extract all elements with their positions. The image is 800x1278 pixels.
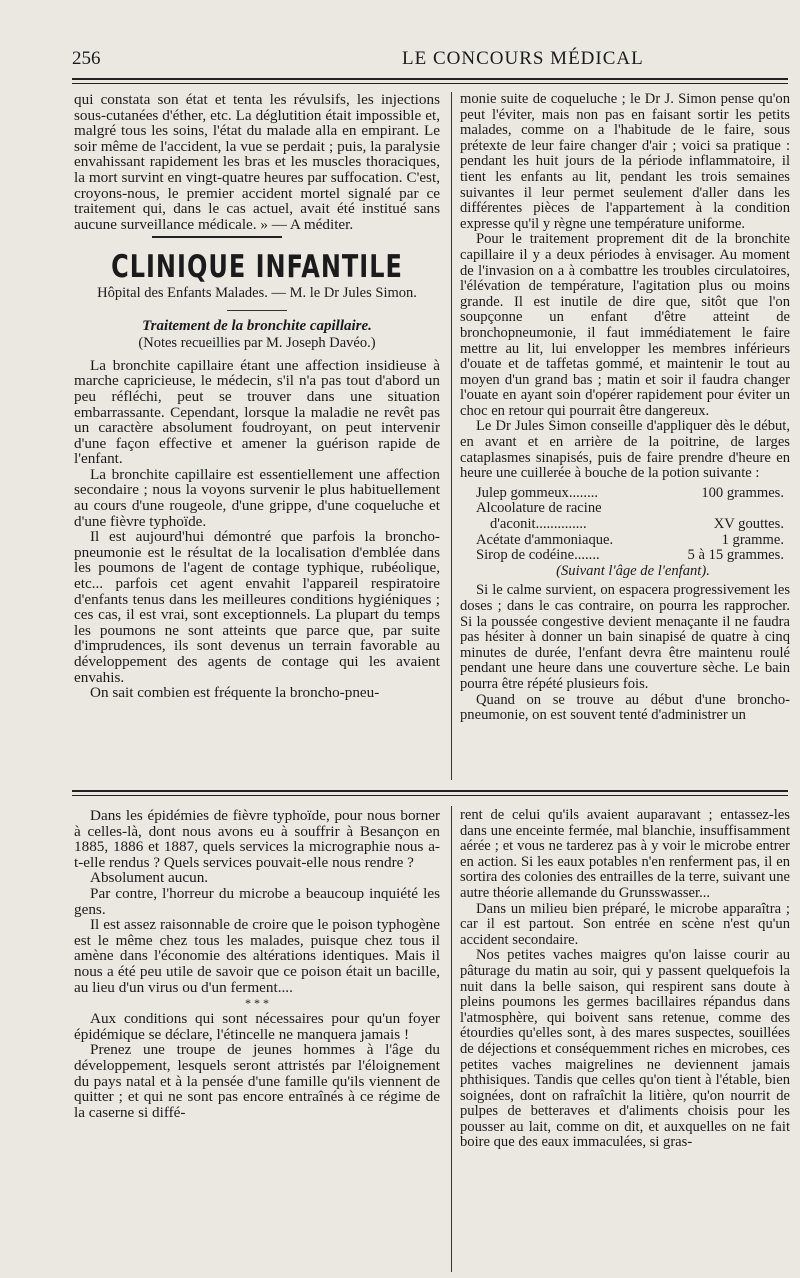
- article-separator: [72, 790, 788, 792]
- paragraph: Le Dr Jules Simon conseille d'appliquer dès le début, en avant et en arrière de la poitrine, de larges cataplasmes sinapisés, puis de faire prendre d'heure en heure une cuillerée à bouche de la potion suivante :: [460, 418, 790, 482]
- paragraph: Il est assez raisonnable de croire que le poison typhogène est le même chez tous les malades, puisque chez tous il amène dans l'économie des altérations identiques. Mais il nous a été peu utile de savoir que ce poison était un bacille, au lieu d'un virus ou d'un ferment....: [74, 916, 440, 996]
- paragraph: Aux conditions qui sont nécessaires pour qu'un foyer épidémique se déclare, l'étincelle ne manquera jamais !: [74, 1010, 440, 1043]
- paragraph: Pour le traitement proprement dit de la bronchite capillaire il y a deux périodes à envisager. Au moment de l'invasion on a à combattre les troubles circulatoires, l'élévation de température, l'agitation plus ou moins grande. Il est inutile de dire que, sitôt que l'on soupçonne un enfant d'être atteint de bronchopneumonie, il faut immédiatement le faire mettre au lit, lui envelopper les membres inférieurs d'ouate et de taffetas gommé, et maintenir le tout au moyen d'un grand bas ; matin et soir il faudra changer l'ouate en ayant soin d'opérer rapidement pour éviter un choc en retour qui pourrait être dangereux.: [460, 231, 790, 419]
- journal-title: LE CONCOURS MÉDICAL: [402, 48, 644, 69]
- article-title: Traitement de la bronchite capillaire.: [142, 317, 372, 334]
- top-right-column: [460, 92, 790, 782]
- bottom-left-column: [74, 808, 440, 1278]
- section-divider: [152, 236, 282, 238]
- paragraph: Si le calme survient, on espacera progressivement les doses ; dans le cas contraire, on pourra les rapprocher. Si la poussée congestive devient menaçante il ne faudra pas hésiter à donner un bain sinapisé de quatre à cinq minutes de durée, l'enfant devra être maintenu roulé pendant une heure dans une couverture sèche. Le bain pourra être répété plusieurs fois.: [460, 582, 790, 692]
- paragraph: Quand on se trouve au début d'une broncho-pneumonie, on est souvent tenté d'administrer un: [460, 691, 790, 724]
- page-number: 256: [72, 48, 101, 69]
- prescription-line: Sirop de codéine....... 5 à 15 grammes.: [476, 547, 784, 564]
- prescription-line: Julep gommeux........ 100 grammes.: [476, 484, 784, 501]
- paragraph: Prenez une troupe de jeunes hommes à l'âge du développement, lesquels seront attristés par l'éloignement du pays natal et à la pensée d'une famille qu'ils viennent de quitter ; et qui ne sont pas encore entraînés à ce régime de la caserne si diffé-: [74, 1041, 440, 1121]
- page-header: [72, 44, 788, 72]
- prescription-note: (Suivant l'âge de l'enfant).: [556, 562, 710, 579]
- article-notes: (Notes recueillies par M. Joseph Davéo.): [138, 335, 376, 352]
- paragraph: On sait combien est fréquente la broncho-pneu-: [90, 684, 380, 702]
- header-rule: [72, 78, 788, 80]
- paragraph: rent de celui qu'ils avaient auparavant ; entassez-les dans une enceinte fermée, mal blanchie, insuffisamment aérée ; et vous ne tarderez pas à y voir le microbe entrer en action. Si les eaux potables n'en renferment pas, il en sortira des colonies des entrailles de la terre, suivant une autre théorie allemande du Grunsswasser...: [460, 808, 790, 901]
- paragraph: Absolument aucun.: [90, 869, 209, 887]
- paragraph: Il est aujourd'hui démontré que parfois la broncho-pneumonie est le résultat de la localisation d'emblée dans les poumons de l'agent de contage typhique, rubéolique, etc... parfois cet agent envahit l'appareil respiratoire d'enfants tenus dans les meilleures conditions hygiéniques ; ces cas, il est vrai, sont exceptionnels. La plupart du temps les poumons ne sont atteints que parce que, par suite d'imprudences, ils sont devenus un terrain favorable au développement des agents de contage qui les avaient envahis.: [74, 528, 440, 686]
- prescription: [476, 486, 790, 580]
- section-heading: CLINIQUE INFANTILE: [111, 248, 403, 286]
- prescription-line: Acétate d'ammoniaque. 1 gramme.: [476, 531, 784, 548]
- heading-divider: [227, 310, 287, 311]
- paragraph: Nos petites vaches maigres qu'on laisse courir au pâturage du matin au soir, qui y passent quelquefois la nuit dans la belle saison, qui respirent sans doute à pleins poumons les germes bacillaires répandus dans l'atmosphère, qui boivent sans retenue, comme des étourdies qu'elles sont, à des mares suspectes, souillées de déjections et conséquemment riches en microbes, ces petites vaches maigrelines ne deviennent jamais phthisiques. Tandis que celles qu'on tient à l'étable, bien soignées, dont on rafraîchit la litière, qu'on nourrit de pulpes de betteraves et d'aliments choisis pour les pousser au lait, comme on dit, et auxquelles on ne fait boire que des eaux immaculées, si gras-: [460, 947, 790, 1151]
- paragraph: monie suite de coqueluche ; le Dr J. Simon pense qu'on peut l'éviter, mais non pas en faisant sortir les petits malades, comme on a l'habitude de le faire, sous prétexte de leur faire changer d'air ; voici sa pratique : pendant les huit jours de la période inflammatoire, il tient les enfants au lit, pendant les trois semaines suivantes il leur permet seulement d'aller dans les différentes pièces de l'appartement à la condition expresse qu'il y règne une température uniforme.: [460, 92, 790, 232]
- top-left-column: [74, 92, 440, 782]
- paragraph: qui constata son état et tenta les révulsifs, les injections sous-cutanées d'éther, etc. La déglutition était impossible et, malgré tous les soins, l'état du malade alla en empirant. Le soir même de l'accident, la vue se perdait ; puis, la paralysie envahissant rapidement les bras et les muscles thoraciques, la mort survint en vingt-quatre heures par suffocation. C'est, croyons-nous, le premier accident mortel signalé par ce traitement qui, dans le cas actuel, avait été institué sans aucune surveillance médicale. » — A méditer.: [74, 92, 440, 233]
- header-rule-thin: [72, 83, 788, 84]
- article-separator-thin: [72, 795, 788, 796]
- prescription-line: d'aconit.............. XV gouttes.: [490, 516, 784, 533]
- paragraph: Dans les épidémies de fièvre typhoïde, pour nous borner à celles-là, dont nous avons eu à souffrir à Besançon en 1885, 1886 et 1887, quels services la micrographie nous a-t-elle rendus ? Quels services pouvait-elle nous rendre ?: [74, 808, 440, 871]
- column-separator: [451, 806, 452, 1272]
- bottom-right-column: [460, 808, 790, 1278]
- prescription-line: Alcoolature de racine: [476, 500, 602, 517]
- paragraph: La bronchite capillaire étant une affection insidieuse à marche capricieuse, le médecin, s'il n'a pas tout d'abord un peu réfléchi, peut se trouver dans une situation embarrassante. Cependant, lorsque la maladie ne revêt pas un caractère absolument foudroyant, on peut intervenir d'une façon effective et amener la guérison rapide de l'enfant.: [74, 356, 440, 468]
- paragraph: Par contre, l'horreur du microbe a beaucoup inquiété les gens.: [74, 884, 440, 918]
- column-separator: [451, 92, 452, 780]
- paragraph: Dans un milieu bien préparé, le microbe apparaîtra ; car il est partout. Son entrée en scène n'est qu'un accident secondaire.: [460, 900, 790, 948]
- paragraph: La bronchite capillaire est essentiellement une affection secondaire ; nous la voyons survenir le plus habituellement au cours d'une rougeole, d'une grippe, d'une coqueluche et d'une fièvre typhoïde.: [74, 465, 440, 530]
- hospital-byline: Hôpital des Enfants Malades. — M. le Dr Jules Simon.: [97, 284, 417, 301]
- section-stars: * * *: [245, 996, 269, 1011]
